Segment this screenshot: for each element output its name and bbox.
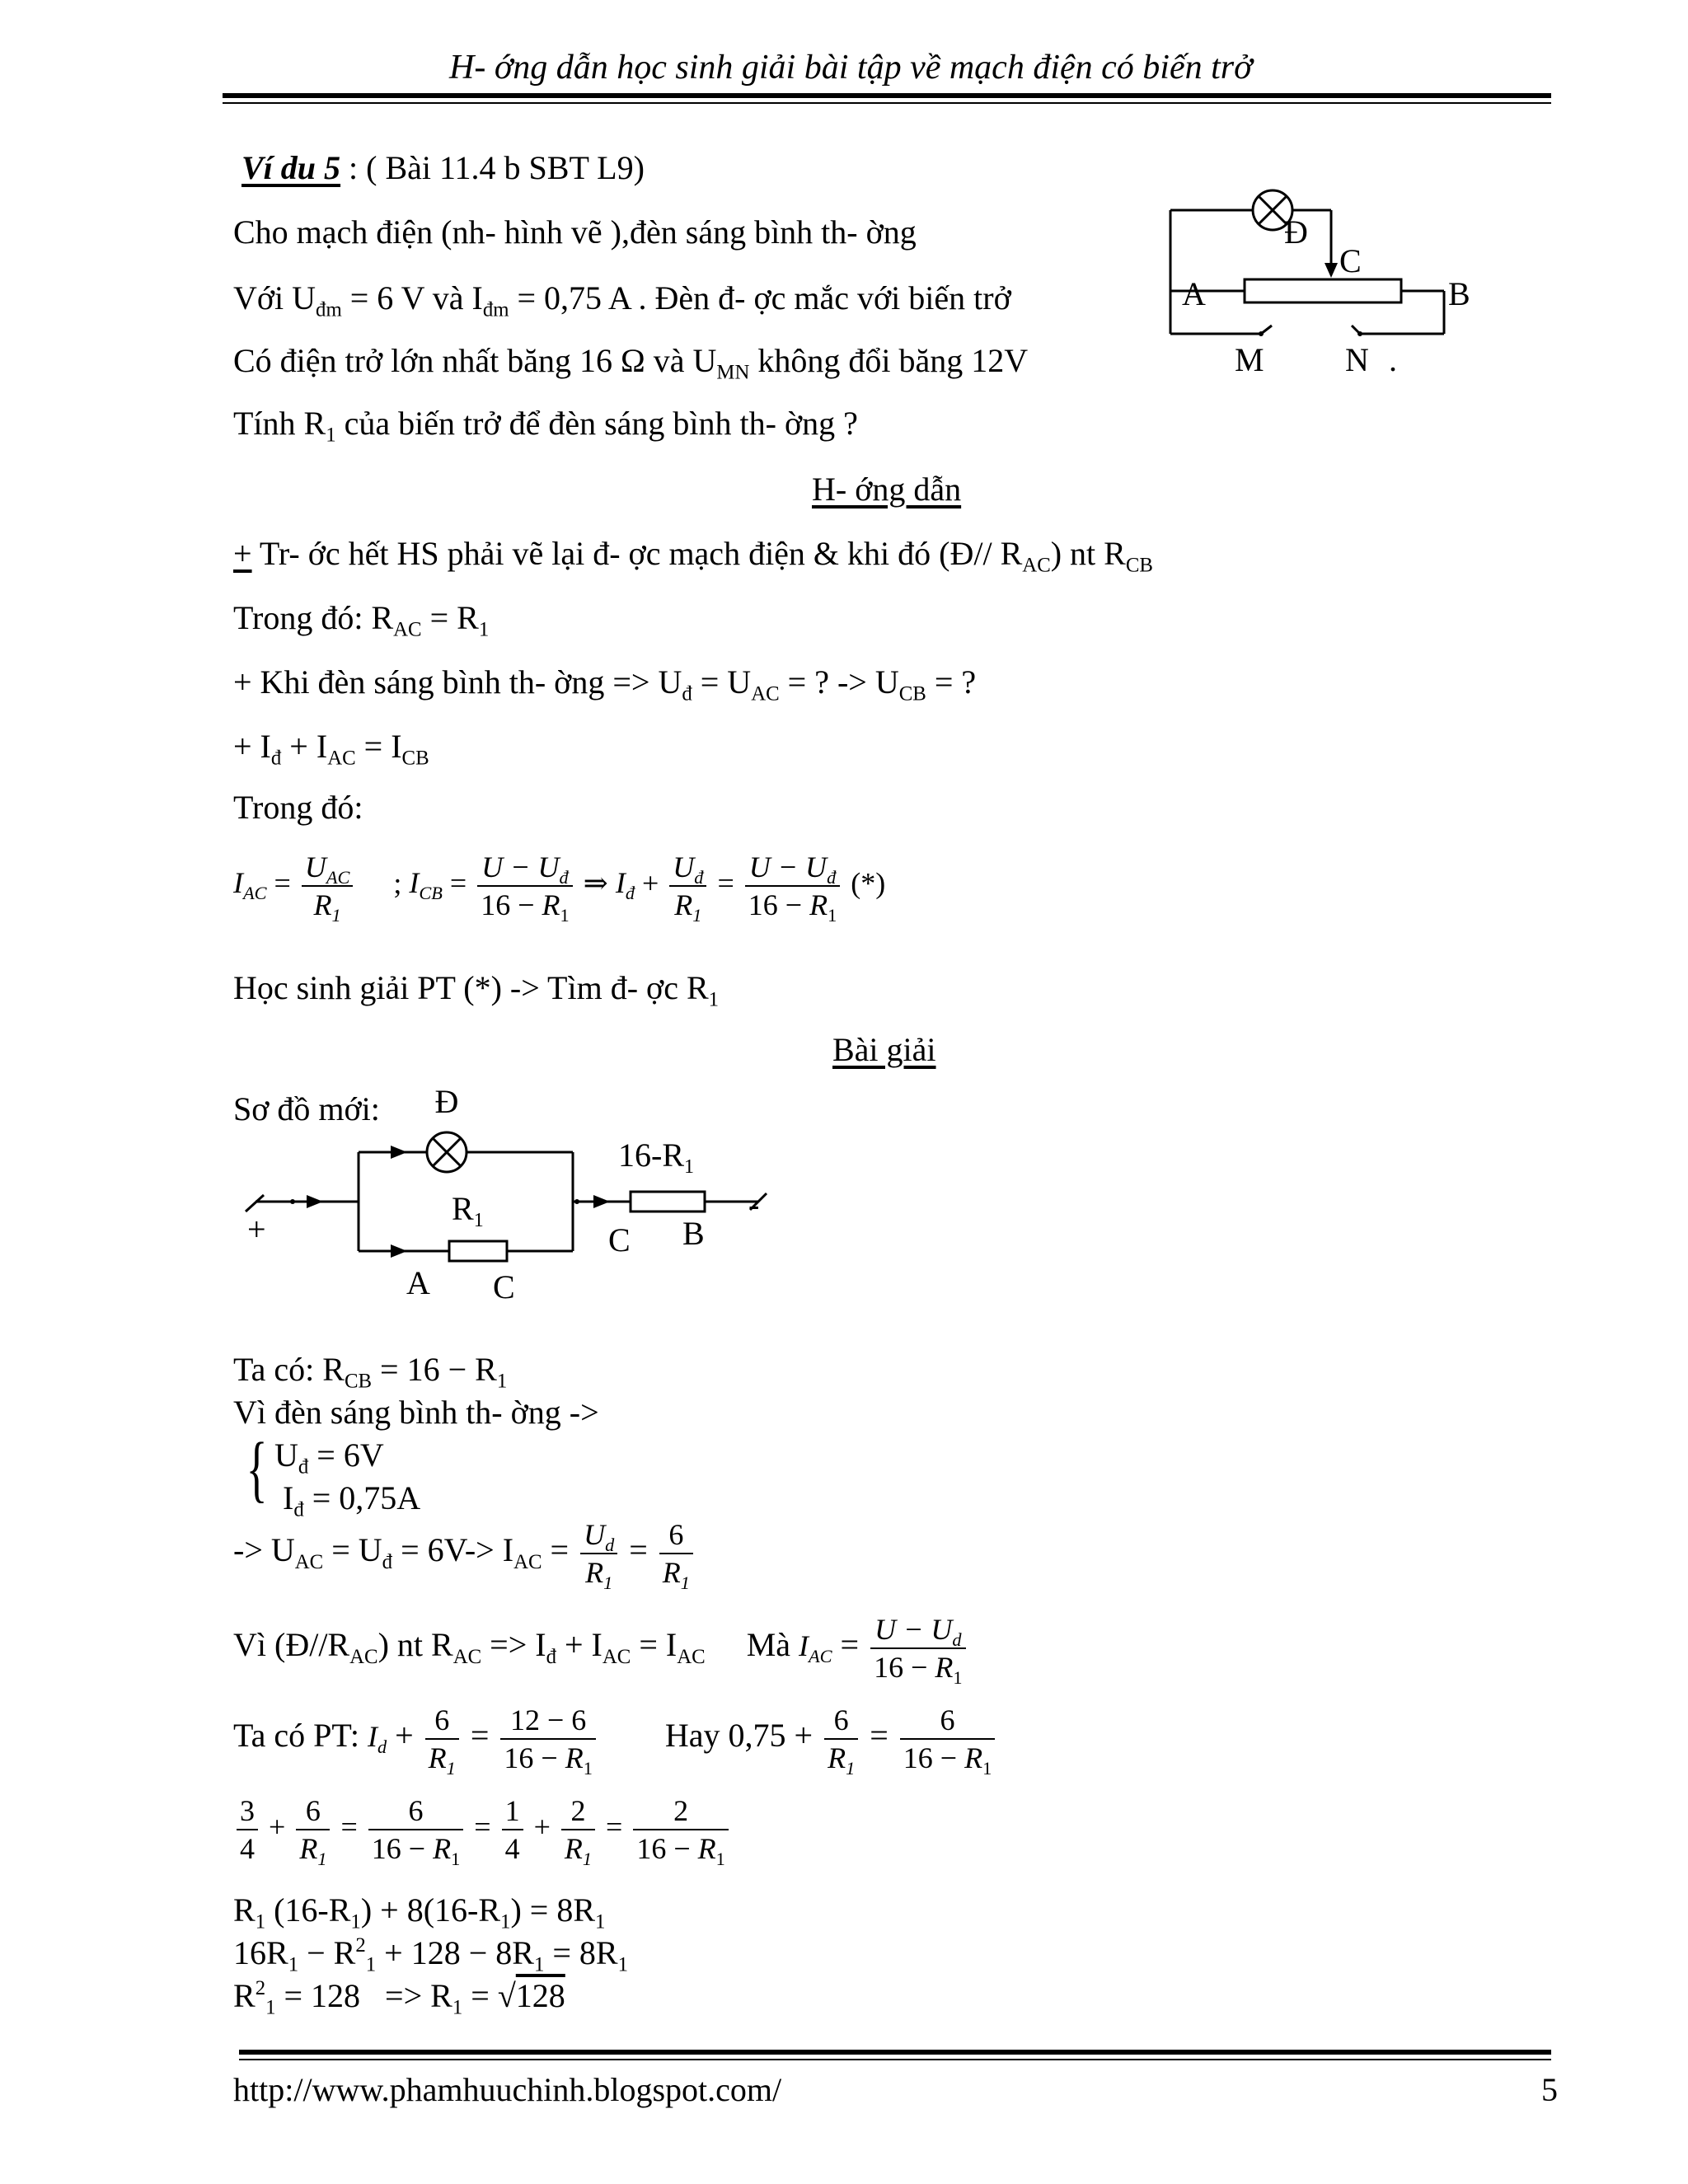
circuit1-label-n: N <box>1345 341 1369 378</box>
circuit1-label-a: A <box>1182 275 1206 312</box>
circuit1-label-lamp: Đ <box>1284 213 1308 251</box>
circuit2-label-c2: C <box>608 1221 631 1258</box>
solution-line-1: Ta có: $R_{CB} = 16 - R_1$ <box>233 1351 508 1393</box>
guide-heading: H- ớng dẫn <box>812 471 962 508</box>
guide-formula: $I_{AC}$ = $\frac{U_{AC}}{R_1}$ ; $I_{CB}$ = $\frac{U - U_đ}{16 - R_1}$ ⇒ $I_đ$ + $\frac{U_đ}{R_1}$ = $\frac{U - U_đ}{16 - R_1}$ (*) <box>233 851 886 926</box>
solution-line-8: $\frac{3}{4}$ + $\frac{6}{R_1}$ = $\frac{6}{16 - R_1}$ = $\frac{1}{4}$ + $\frac{2}{R_1}$ = $\frac{2}{16 - R_1}$ <box>233 1793 732 1867</box>
solution-line-6: Vì $(Đ//R_{AC})$ nt $R_{AC} => I_đ + I_{AC} = I_{AC}$ Mà $I_{AC}$ = $\frac{U - U_d}{16 - R_1}$ <box>233 1611 969 1685</box>
guide-step-4: + $I_đ + I_{AC} = I_{CB}$ <box>233 728 429 770</box>
circuit2-label-lamp: Đ <box>434 1083 459 1120</box>
solution-system-brace: { <box>246 1428 268 1510</box>
solution-line-10: $16R_1 - R^2_1 + 128 - 8R_1 = 8R_1$ <box>233 1934 629 1976</box>
header-rule-thick <box>223 93 1551 98</box>
solution-line-5: -> $U_{AC} = U_đ = 6V-> I_{AC}$ = $\frac{U_d}{R_1}$ = $\frac{6}{R_1}$ <box>233 1516 696 1591</box>
example-line-4: Tính $R_1$ của biến trở để đèn sáng bình th- ờng ? <box>233 405 858 447</box>
solution-heading: Bài giải <box>832 1031 936 1068</box>
circuit-diagram-new <box>231 1080 824 1310</box>
circuit2-label-a: A <box>406 1264 430 1301</box>
diagram-label: Sơ đồ mới: <box>233 1090 380 1127</box>
guide-step-2: Trong đó: $R_{AC} = R_1$ <box>233 599 490 641</box>
circuit2-label-c1: C <box>493 1268 515 1305</box>
header-rule-thin <box>223 102 1551 104</box>
circuit2-label-b: B <box>682 1215 705 1252</box>
example-line-1: Cho mạch điện (nh- hình vẽ ),đèn sáng bình th- ờng <box>233 213 917 251</box>
solution-line-3: $U_đ = 6V$ <box>274 1436 384 1479</box>
circuit2-label-r1: $R_1$ <box>452 1190 484 1231</box>
circuit1-label-m: M <box>1235 341 1264 378</box>
solution-line-11: $R^2_1 = 128 => R_1 = √128$ <box>233 1977 565 2019</box>
page-header: H- ớng dẫn học sinh giải bài tập về mạch điện có biến trở <box>449 49 1253 87</box>
solution-line-2: Vì đèn sáng bình th- ờng -> <box>233 1394 599 1431</box>
circuit1-label-dot: . <box>1389 341 1397 378</box>
solution-line-4: $I_đ = 0,75A$ <box>283 1479 421 1521</box>
footer-rule-thick <box>239 2050 1551 2055</box>
circuit1-label-c: C <box>1339 242 1362 279</box>
guide-step-1: + Tr- ớc hết HS phải vẽ lại đ- ợc mạch điện & khi đó (Đ// $R_{AC}$) nt $R_{CB}$ <box>233 535 1153 577</box>
circuit2-label-plus: + <box>247 1211 266 1248</box>
example-line-3: Có điện trở lớn nhất băng 16 Ω và $U_{MN}$ không đổi băng 12V <box>233 342 1029 384</box>
guide-step-3: + Khi đèn sáng bình th- ờng => $U_đ = U_{AC}$ = ? -> $U_{CB}$ = ? <box>233 663 977 705</box>
footer-url[interactable]: http://www.phamhuuchinh.blogspot.com/ <box>233 2071 782 2108</box>
solution-line-7: Ta có PT: $I_d$ + $\frac{6}{R_1}$ = $\frac{12 - 6}{16 - R_1}$ Hay 0,75 + $\frac{6}{R_1}$ = $\frac{6}{16 - R_1}$ <box>233 1702 998 1776</box>
page-number: 5 <box>1541 2071 1558 2108</box>
circuit1-label-b: B <box>1448 275 1470 312</box>
example-line-2: Với $U_{đm} = 6$ V và $I_{đm} = 0,75$ A . Đèn đ- ợc mắc với biến trở <box>233 279 1011 321</box>
circuit2-label-minus: - <box>748 1186 760 1223</box>
footer-rule-thin <box>239 2059 1551 2060</box>
guide-step-5: Trong đó: <box>233 789 363 826</box>
guide-step-6: Học sinh giải PT (*) -> Tìm đ- ợc $R_1$ <box>233 969 720 1011</box>
solution-line-9: $R_1$ $(16-R_1) + 8(16-R_1) = 8R_1$ <box>233 1891 606 1933</box>
circuit-diagram-original <box>1154 177 1500 391</box>
example-title: Ví du 5 : ( Bài 11.4 b SBT L9) <box>241 149 645 186</box>
circuit2-label-rcb: $16-R_1$ <box>618 1137 694 1178</box>
